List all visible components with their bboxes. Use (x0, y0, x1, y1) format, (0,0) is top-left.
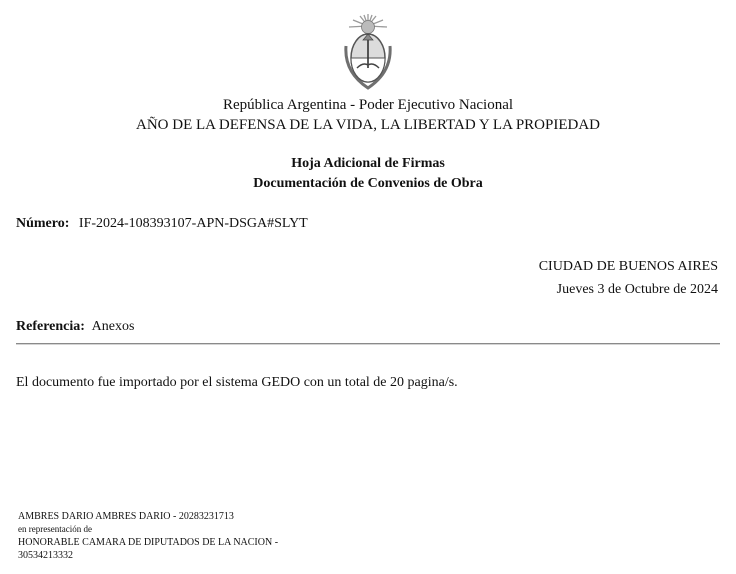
referencia-value: Anexos (91, 319, 135, 334)
signature-block (18, 510, 278, 562)
referencia-row (16, 319, 134, 335)
numero-label: Número: (16, 216, 70, 231)
numero-row (16, 216, 308, 232)
divider (16, 343, 720, 345)
header-line-1: República Argentina - Poder Ejecutivo Nacional (222, 97, 514, 113)
organization-name: HONORABLE CAMARA DE DIPUTADOS DE LA NACION - (18, 537, 279, 548)
numero-value: IF-2024-108393107-APN-DSGA#SLYT (78, 216, 308, 231)
city: CIUDAD DE BUENOS AIRES (538, 259, 718, 274)
representation-label: en representación de (18, 524, 92, 534)
header-line-2: AÑO DE LA DEFENSA DE LA VIDA, LA LIBERTAD Y LA PROPIEDAD (135, 117, 600, 133)
coat-of-arms-icon (338, 12, 398, 92)
document-title: Hoja Adicional de Firmas (291, 156, 445, 171)
referencia-label: Referencia: (16, 319, 85, 334)
document-subtitle: Documentación de Convenios de Obra (253, 176, 483, 191)
body-text: El documento fue importado por el sistema GEDO con un total de 20 pagina/s. (16, 375, 458, 390)
organization-id: 30534213332 (18, 550, 73, 561)
signer-name: AMBRES DARIO AMBRES DARIO - 20283231713 (18, 511, 234, 522)
date: Jueves 3 de Octubre de 2024 (556, 282, 718, 297)
